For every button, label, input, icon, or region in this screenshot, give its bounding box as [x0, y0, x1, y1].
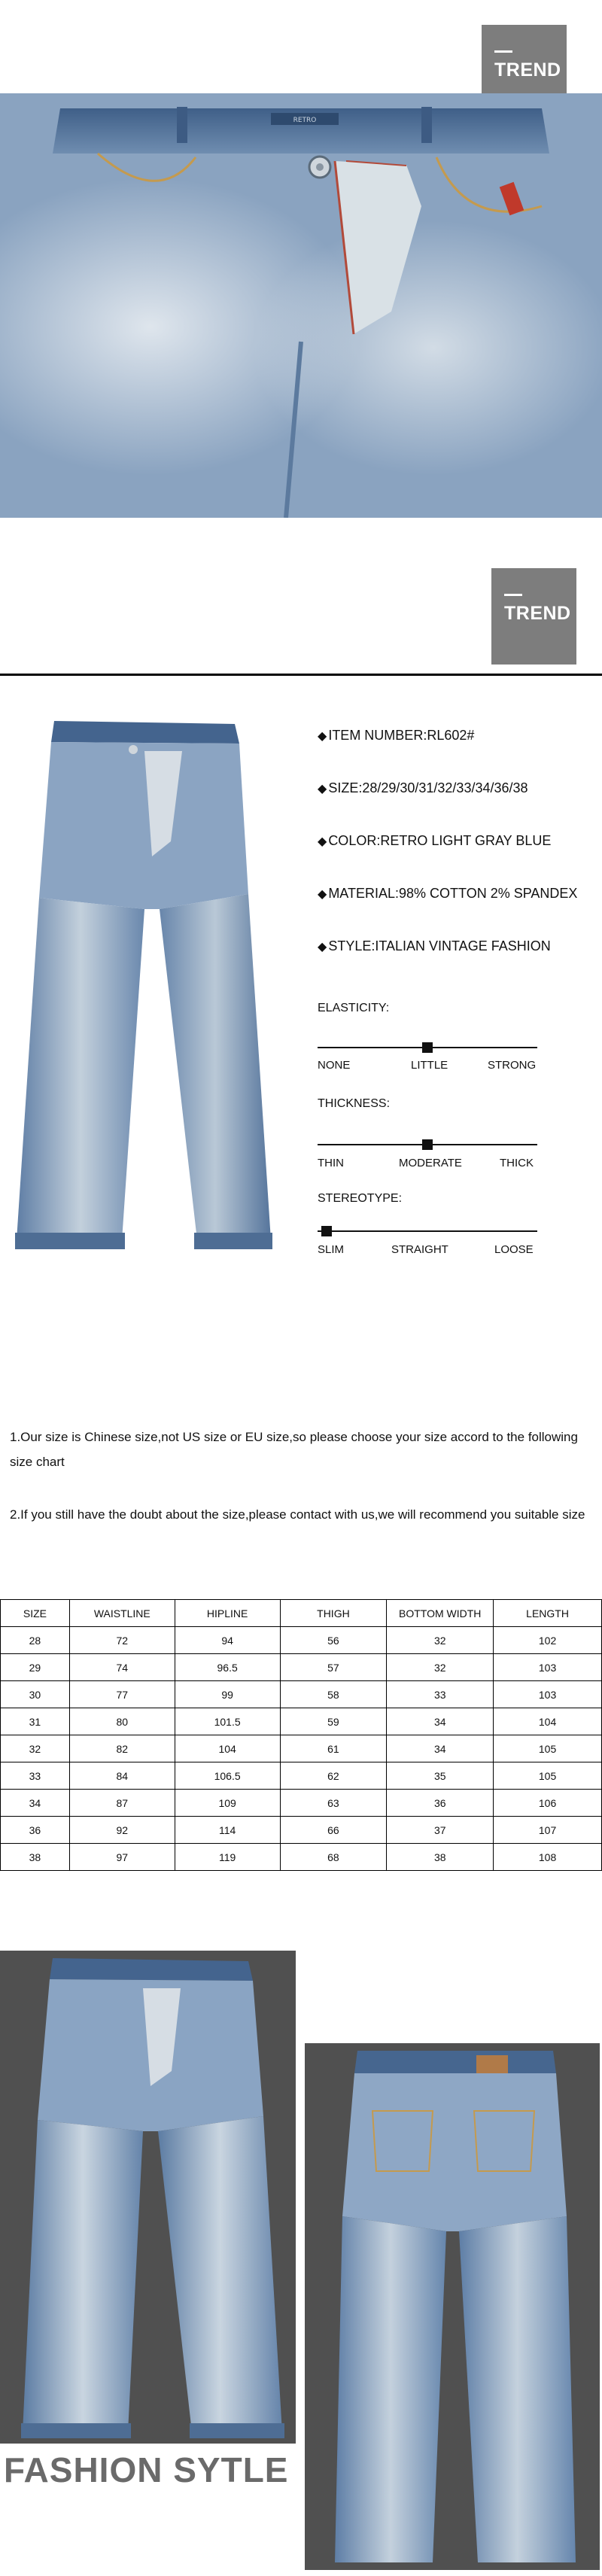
table-cell: 32 — [1, 1735, 70, 1762]
thickness-label-thin: THIN — [318, 1157, 344, 1169]
thickness-level-marker — [422, 1139, 433, 1150]
spec-size: ◆ SIZE:28/29/30/31/32/33/34/36/38 — [318, 780, 528, 795]
spec-color: ◆ COLOR:RETRO LIGHT GRAY BLUE — [318, 833, 552, 848]
size-note-1: 1.Our size is Chinese size,not US size or EU size,so please choose your size accord to the following size chart — [10, 1430, 578, 1469]
badge-dash — [504, 594, 522, 596]
table-cell: 33 — [387, 1681, 494, 1708]
table-row — [1, 1708, 602, 1735]
table-row — [1, 1817, 602, 1844]
table-cell: 61 — [280, 1735, 387, 1762]
trend-badge-label: TREND — [504, 603, 571, 624]
full-jeans-illustration — [9, 721, 280, 1257]
table-row — [1, 1627, 602, 1654]
table-cell: 30 — [1, 1681, 70, 1708]
size-table-header-row — [1, 1600, 602, 1627]
table-cell: 74 — [69, 1654, 175, 1681]
table-cell: 114 — [175, 1817, 280, 1844]
size-chart-table — [0, 1599, 602, 1871]
trend-badge-label: TREND — [494, 59, 561, 81]
badge-dash — [494, 50, 512, 53]
table-cell: 77 — [69, 1681, 175, 1708]
spec-style: ◆ STYLE:ITALIAN VINTAGE FASHION — [318, 938, 551, 953]
header-size: SIZE — [1, 1600, 70, 1627]
table-cell: 35 — [387, 1762, 494, 1790]
table-cell: 103 — [494, 1681, 602, 1708]
table-cell: 96.5 — [175, 1654, 280, 1681]
header-thigh: THIGH — [280, 1600, 387, 1627]
full-jeans-photo — [9, 721, 280, 1257]
stereotype-label-straight: STRAIGHT — [391, 1243, 448, 1256]
back-jeans-illustration — [305, 2043, 600, 2570]
elasticity-level-marker — [422, 1042, 433, 1053]
table-cell: 99 — [175, 1681, 280, 1708]
table-cell: 106.5 — [175, 1762, 280, 1790]
stereotype-title: STEREOTYPE: — [318, 1192, 403, 1205]
table-row — [1, 1790, 602, 1817]
section-divider — [0, 674, 602, 676]
header-length: LENGTH — [494, 1600, 602, 1627]
table-cell: 106 — [494, 1790, 602, 1817]
front-jeans-illustration — [0, 1951, 296, 2444]
thickness-title: THICKNESS: — [318, 1097, 391, 1110]
table-cell: 34 — [1, 1790, 70, 1817]
trend-badge-middle — [491, 568, 576, 665]
table-cell: 92 — [69, 1817, 175, 1844]
hero-jeans-closeup-photo — [0, 93, 602, 518]
table-cell: 33 — [1, 1762, 70, 1790]
header-hipline: HIPLINE — [175, 1600, 280, 1627]
table-cell: 36 — [1, 1817, 70, 1844]
stereotype-label-slim: SLIM — [318, 1243, 345, 1256]
table-cell: 103 — [494, 1654, 602, 1681]
table-cell: 80 — [69, 1708, 175, 1735]
table-cell: 56 — [280, 1627, 387, 1654]
table-cell: 84 — [69, 1762, 175, 1790]
fashion-style-caption: FASHION SYTLE — [4, 2450, 289, 2489]
stereotype-scale-line — [318, 1230, 537, 1232]
table-cell: 82 — [69, 1735, 175, 1762]
table-cell: 34 — [387, 1735, 494, 1762]
table-cell: 38 — [387, 1844, 494, 1871]
table-cell: 59 — [280, 1708, 387, 1735]
table-cell: 38 — [1, 1844, 70, 1871]
table-cell: 28 — [1, 1627, 70, 1654]
table-row — [1, 1681, 602, 1708]
table-cell: 34 — [387, 1708, 494, 1735]
elasticity-label-little: LITTLE — [411, 1059, 448, 1072]
table-cell: 109 — [175, 1790, 280, 1817]
size-note-2: 2.If you still have the doubt about the size,please contact with us,we will recommend you suitable size — [10, 1507, 585, 1522]
table-cell: 32 — [387, 1654, 494, 1681]
table-cell: 68 — [280, 1844, 387, 1871]
table-cell: 72 — [69, 1627, 175, 1654]
table-cell: 105 — [494, 1735, 602, 1762]
table-cell: 119 — [175, 1844, 280, 1871]
table-row — [1, 1735, 602, 1762]
back-jeans-photo — [305, 2043, 600, 2570]
table-cell: 36 — [387, 1790, 494, 1817]
stereotype-label-loose: LOOSE — [494, 1243, 534, 1256]
front-jeans-photo — [0, 1951, 296, 2444]
table-row — [1, 1654, 602, 1681]
table-cell: 66 — [280, 1817, 387, 1844]
table-cell: 37 — [387, 1817, 494, 1844]
spec-item-number: ◆ ITEM NUMBER:RL602# — [318, 728, 475, 743]
table-cell: 97 — [69, 1844, 175, 1871]
table-cell: 108 — [494, 1844, 602, 1871]
thickness-label-thick: THICK — [500, 1157, 534, 1169]
table-cell: 63 — [280, 1790, 387, 1817]
brand-tag-text: RETRO — [293, 117, 317, 124]
elasticity-label-strong: STRONG — [488, 1059, 537, 1072]
table-cell: 101.5 — [175, 1708, 280, 1735]
elasticity-title: ELASTICITY: — [318, 1002, 390, 1014]
table-row — [1, 1844, 602, 1871]
table-row — [1, 1762, 602, 1790]
stereotype-level-marker — [321, 1226, 332, 1236]
table-cell: 87 — [69, 1790, 175, 1817]
thickness-label-moderate: MODERATE — [399, 1157, 462, 1169]
table-cell: 94 — [175, 1627, 280, 1654]
table-cell: 107 — [494, 1817, 602, 1844]
table-cell: 31 — [1, 1708, 70, 1735]
table-cell: 62 — [280, 1762, 387, 1790]
header-waistline: WAISTLINE — [69, 1600, 175, 1627]
table-cell: 32 — [387, 1627, 494, 1654]
table-cell: 102 — [494, 1627, 602, 1654]
table-cell: 29 — [1, 1654, 70, 1681]
elasticity-label-none: NONE — [318, 1059, 351, 1072]
table-cell: 105 — [494, 1762, 602, 1790]
spec-material: ◆ MATERIAL:98% COTTON 2% SPANDEX — [318, 886, 578, 901]
header-bottom-width: BOTTOM WIDTH — [387, 1600, 494, 1627]
table-cell: 57 — [280, 1654, 387, 1681]
hero-jeans-illustration — [0, 93, 602, 518]
table-cell: 58 — [280, 1681, 387, 1708]
table-cell: 104 — [175, 1735, 280, 1762]
table-cell: 104 — [494, 1708, 602, 1735]
